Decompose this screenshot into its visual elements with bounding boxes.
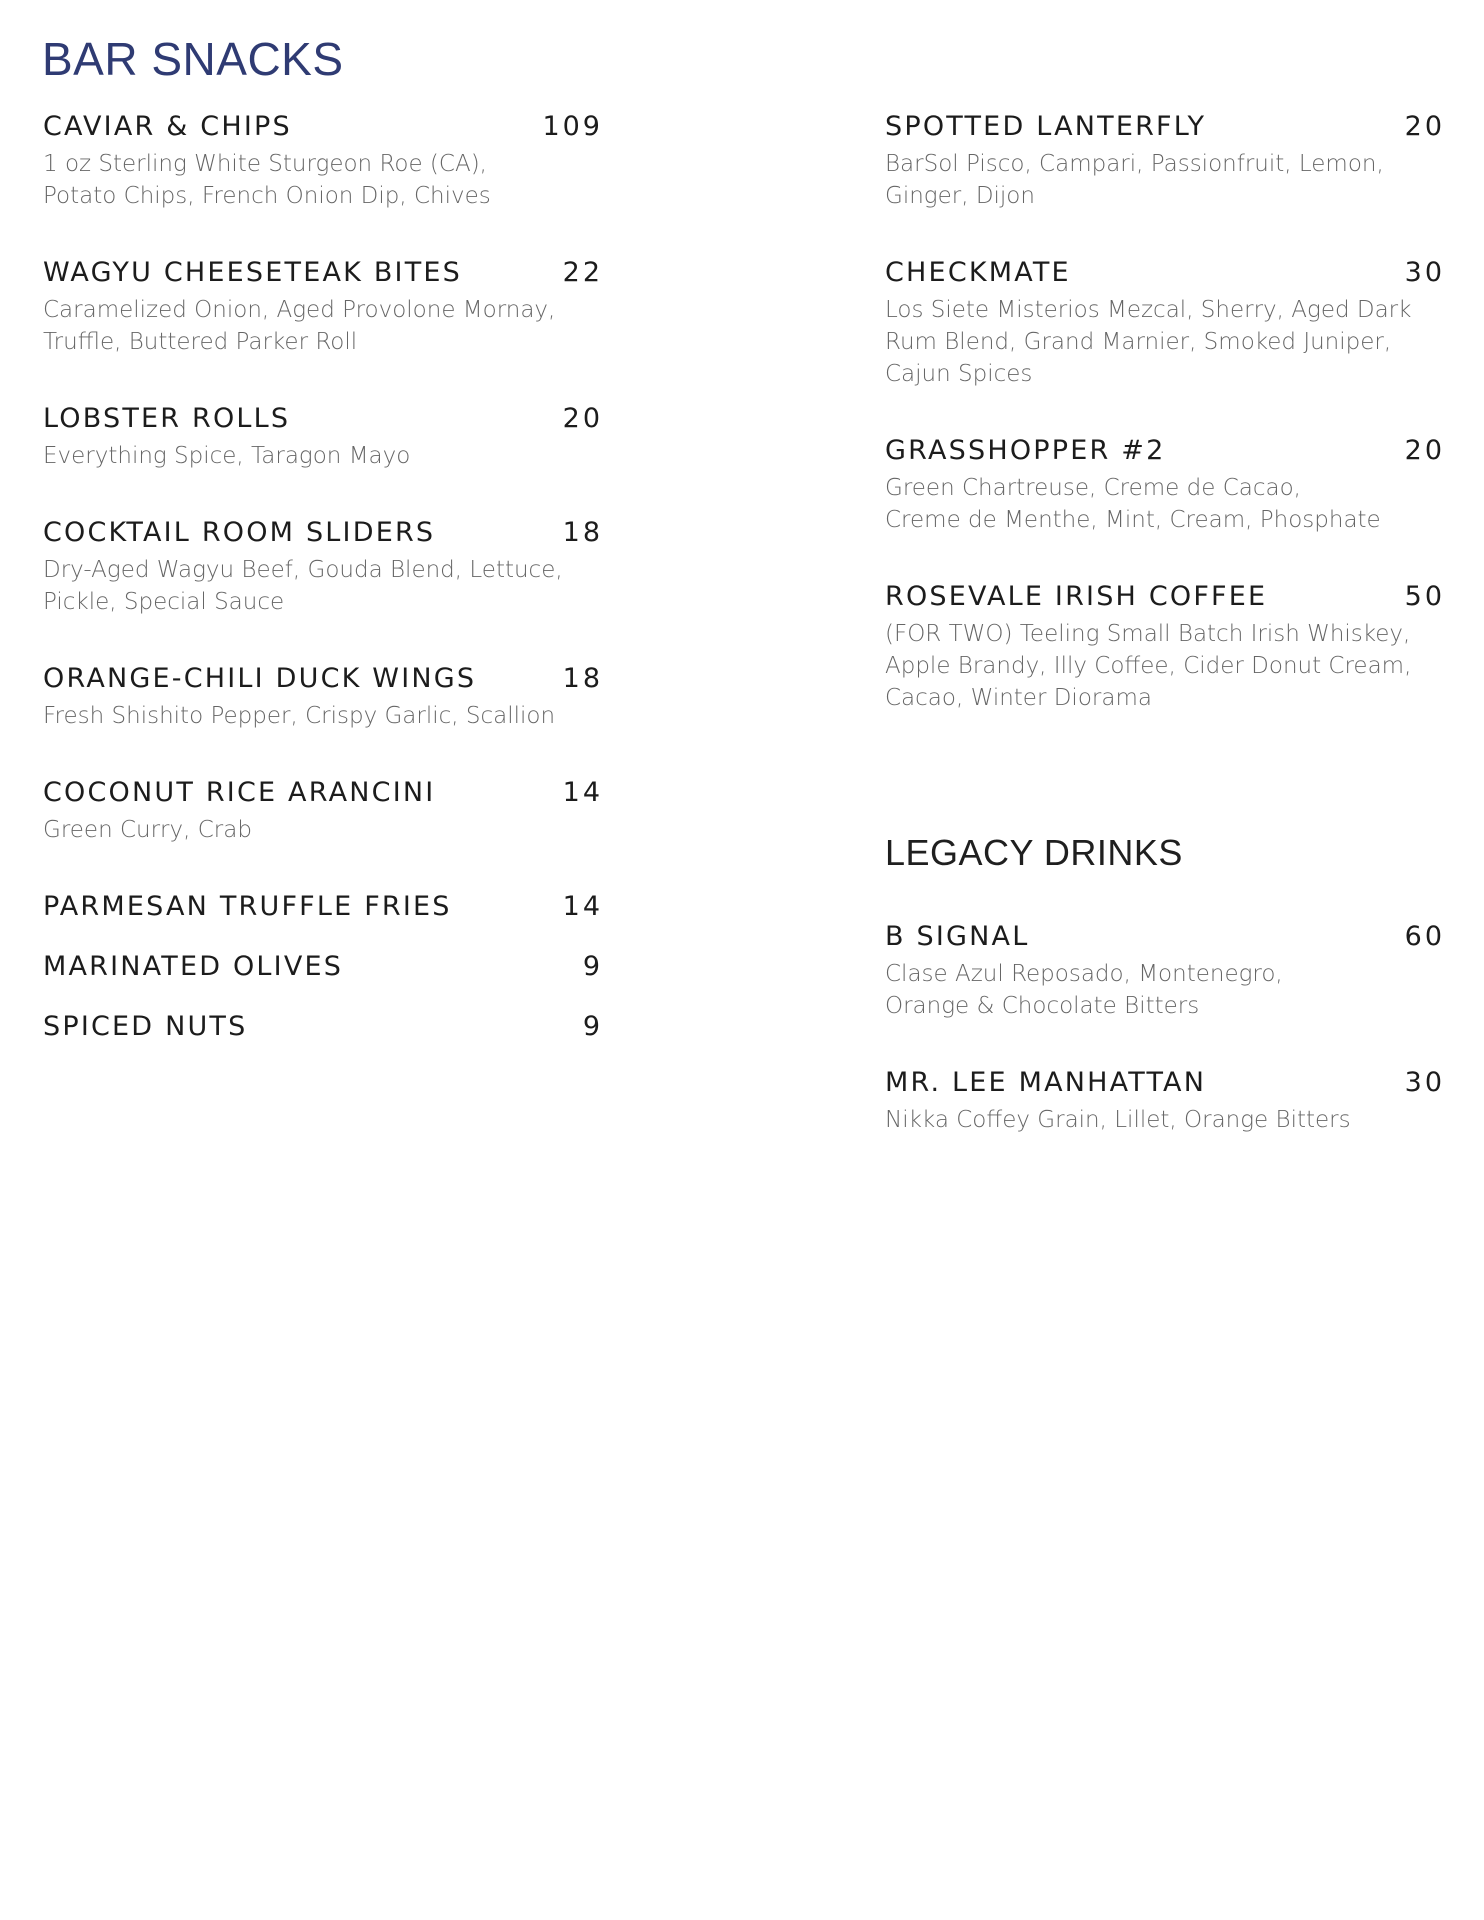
- menu-item: [43, 950, 603, 984]
- menu-item-price: 22: [562, 257, 603, 288]
- menu-item: [885, 580, 1445, 714]
- description-line: Dry-Aged Wagyu Beef, Gouda Blend, Lettuce,: [43, 557, 563, 583]
- legacy-drinks-column: [885, 920, 1445, 1180]
- menu-item-name: SPOTTED LANTERFLY: [885, 111, 1207, 142]
- menu-item-header: [885, 110, 1445, 144]
- description-line: Apple Brandy, Illy Coffee, Cider Donut Cream,: [885, 653, 1412, 679]
- menu-item: [885, 920, 1445, 1022]
- menu-item-price: 9: [582, 951, 603, 982]
- description-line: Cajun Spices: [885, 361, 1033, 387]
- menu-item-name: CHECKMATE: [885, 257, 1071, 288]
- menu-item-name: LOBSTER ROLLS: [43, 403, 291, 434]
- description-line: Pickle, Special Sauce: [43, 589, 285, 615]
- menu-item-name: GRASSHOPPER #2: [885, 435, 1166, 466]
- menu-item-header: [885, 580, 1445, 614]
- description-line: Rum Blend, Grand Marnier, Smoked Juniper,: [885, 329, 1392, 355]
- menu-item-price: 20: [1404, 111, 1445, 142]
- menu-item-name: COCONUT RICE ARANCINI: [43, 777, 436, 808]
- menu-item-name: WAGYU CHEESETEAK BITES: [43, 257, 462, 288]
- description-line: Cacao, Winter Diorama: [885, 685, 1152, 711]
- menu-item-header: [885, 256, 1445, 290]
- menu-item-description: [43, 700, 573, 732]
- menu-item-header: [43, 776, 603, 810]
- menu-item: [885, 434, 1445, 536]
- menu-item-header: [43, 516, 603, 550]
- menu-item-description: [43, 814, 573, 846]
- menu-item: [885, 1066, 1445, 1136]
- description-line: Fresh Shishito Pepper, Crispy Garlic, Scallion: [43, 703, 556, 729]
- bar-snacks-title: BAR SNACKS: [42, 33, 344, 85]
- description-line: Orange & Chocolate Bitters: [885, 993, 1200, 1019]
- menu-item-price: 30: [1404, 1067, 1445, 1098]
- menu-item-description: [885, 618, 1415, 714]
- menu-item: [43, 890, 603, 924]
- menu-item: [43, 402, 603, 472]
- description-line: Creme de Menthe, Mint, Cream, Phosphate: [885, 507, 1381, 533]
- menu-item-header: [885, 920, 1445, 954]
- menu-item-header: [43, 1010, 603, 1044]
- description-line: Green Chartreuse, Creme de Cacao,: [885, 475, 1301, 501]
- description-line: Clase Azul Reposado, Montenegro,: [885, 961, 1283, 987]
- legacy-drinks-title: LEGACY DRINKS: [885, 832, 1183, 873]
- menu-item: [43, 256, 603, 358]
- menu-item-price: 14: [562, 777, 603, 808]
- menu-item-price: 14: [562, 891, 603, 922]
- description-line: Potato Chips, French Onion Dip, Chives: [43, 183, 491, 209]
- menu-item-header: [43, 950, 603, 984]
- menu-item-price: 9: [582, 1011, 603, 1042]
- menu-item: [43, 1010, 603, 1044]
- menu-item-price: 109: [542, 111, 603, 142]
- bar-snacks-left-column: [43, 110, 603, 1070]
- menu-item-name: MARINATED OLIVES: [43, 951, 344, 982]
- description-line: Nikka Coffey Grain, Lillet, Orange Bitters: [885, 1107, 1351, 1133]
- menu-item-price: 18: [562, 663, 603, 694]
- menu-item-price: 20: [1404, 435, 1445, 466]
- menu-item-description: [885, 148, 1415, 212]
- menu-item: [43, 662, 603, 732]
- menu-item-price: 60: [1404, 921, 1445, 952]
- menu-item: [885, 256, 1445, 390]
- menu-item-description: [885, 958, 1415, 1022]
- menu-item-description: [43, 440, 573, 472]
- menu-item-header: [43, 662, 603, 696]
- description-line: Ginger, Dijon: [885, 183, 1035, 209]
- description-line: Everything Spice, Taragon Mayo: [43, 443, 411, 469]
- description-line: Los Siete Misterios Mezcal, Sherry, Aged Dark: [885, 297, 1412, 323]
- menu-item: [43, 776, 603, 846]
- description-line: Truffle, Buttered Parker Roll: [43, 329, 358, 355]
- menu-item-price: 50: [1404, 581, 1445, 612]
- menu-item-description: [43, 148, 573, 212]
- menu-item: [43, 110, 603, 212]
- menu-item-description: [885, 1104, 1415, 1136]
- menu-item-description: [43, 294, 573, 358]
- menu-item-name: ORANGE-CHILI DUCK WINGS: [43, 663, 477, 694]
- menu-item-header: [43, 402, 603, 436]
- menu-item-name: MR. LEE MANHATTAN: [885, 1067, 1207, 1098]
- description-line: Green Curry, Crab: [43, 817, 252, 843]
- menu-item-description: [43, 554, 573, 618]
- description-line: Caramelized Onion, Aged Provolone Mornay,: [43, 297, 556, 323]
- menu-item-name: CAVIAR & CHIPS: [43, 111, 292, 142]
- menu-item-price: 18: [562, 517, 603, 548]
- description-line: 1 oz Sterling White Sturgeon Roe (CA),: [43, 151, 487, 177]
- menu-item-description: [885, 294, 1415, 390]
- menu-item-name: ROSEVALE IRISH COFFEE: [885, 581, 1268, 612]
- menu-item-header: [43, 890, 603, 924]
- menu-item-header: [43, 256, 603, 290]
- menu-item-name: PARMESAN TRUFFLE FRIES: [43, 891, 452, 922]
- menu-item-header: [885, 434, 1445, 468]
- menu-item-description: [885, 472, 1415, 536]
- description-line: BarSol Pisco, Campari, Passionfruit, Lemon,: [885, 151, 1384, 177]
- menu-item-price: 20: [562, 403, 603, 434]
- menu-item-name: B SIGNAL: [885, 921, 1030, 952]
- bar-snacks-right-column: [885, 110, 1445, 758]
- menu-item-price: 30: [1404, 257, 1445, 288]
- description-line: (FOR TWO) Teeling Small Batch Irish Whiskey,: [885, 621, 1411, 647]
- menu-item-header: [885, 1066, 1445, 1100]
- menu-item-name: COCKTAIL ROOM SLIDERS: [43, 517, 436, 548]
- menu-item-name: SPICED NUTS: [43, 1011, 248, 1042]
- menu-item-header: [43, 110, 603, 144]
- menu-item: [885, 110, 1445, 212]
- menu-item: [43, 516, 603, 618]
